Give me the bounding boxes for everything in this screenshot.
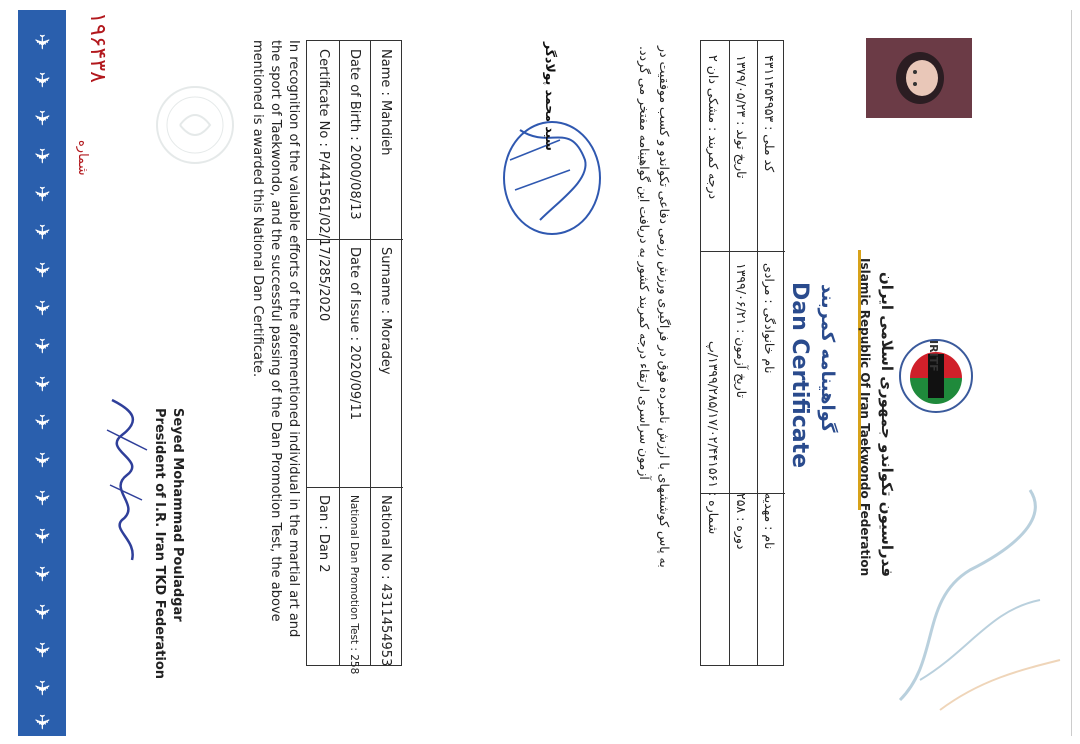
- kick-figure-icon: ✈: [30, 565, 54, 583]
- kick-figure-icon: ✈: [30, 223, 54, 241]
- kick-figure-icon: ✈: [30, 489, 54, 507]
- serial-label: شماره: [75, 140, 90, 176]
- stamp-name: سید محمد پولادگر: [543, 42, 558, 151]
- kick-figure-icon: ✈: [30, 147, 54, 165]
- title-persian: گواهینامه کمربند: [817, 284, 838, 433]
- persian-body-line-1: به پاس کوششهای با ارزش نامبرده فوق در فراگیری ورزش رزمی دفاعی تکواندو و کسب موفقیت در: [657, 46, 672, 568]
- decorative-band: [18, 10, 66, 736]
- signatory-title: President of I.R. Iran TKD Federation: [152, 408, 167, 680]
- surname-cell: Surname : Moradey: [378, 247, 393, 375]
- page-border: [64, 10, 1072, 736]
- dan-cell: Dan : Dan 2: [316, 495, 331, 573]
- kick-figure-icon: ✈: [30, 33, 54, 51]
- kick-figure-icon: ✈: [30, 185, 54, 203]
- persian-exam-date-cell: تاریخ آزمون : ۱۳۹۹/۰۶/۲۱: [734, 263, 749, 398]
- persian-rank-cell: درجه کمربند : مشکی دان ۲: [706, 55, 721, 200]
- recognition-line-2: the sport of Taekwondo, and the successful passing of the Dan Promotion Test, the above: [268, 40, 283, 622]
- logo-text: IRITF: [927, 340, 940, 372]
- title-english: Dan Certificate: [787, 282, 812, 469]
- kick-figure-icon: ✈: [30, 261, 54, 279]
- date-of-issue-cell: Date of Issue : 2020/09/11: [347, 247, 362, 421]
- promotion-test-cell: National Dan Promotion Test : 258: [348, 495, 360, 675]
- kick-figure-icon: ✈: [30, 527, 54, 545]
- kick-figure-icon: ✈: [30, 109, 54, 127]
- kick-figure-icon: ✈: [30, 641, 54, 659]
- kick-figure-icon: ✈: [30, 603, 54, 621]
- persian-course-cell: دوره : ۲۵۸: [734, 493, 749, 550]
- persian-national-code-cell: کد ملی : ۴۳۱۱۴۵۴۹۵۳: [762, 55, 777, 173]
- signatory-name: Seyed Mohammad Pouladgar: [170, 408, 185, 622]
- kick-figure-icon: ✈: [30, 375, 54, 393]
- national-no-cell: National No : 4311454953: [378, 495, 393, 667]
- dob-cell: Date of Birth : 2000/08/13: [347, 49, 362, 220]
- persian-family-cell: نام خانوادگی : مرادی: [762, 263, 777, 374]
- federation-persian: فدراسیون تکواندو جمهوری اسلامی ایران: [878, 272, 896, 578]
- persian-number-cell: شماره : ۱۳۹۹/۲۸۵/۱۷/۰۲/۴۴۱۵۶۱/پ: [706, 341, 721, 535]
- federation-english: Islamic Republic Of Iran Taekwondo Federation: [858, 258, 872, 577]
- persian-birth-date-cell: تاریخ تولد : ۱۳۷۹/۰۵/۲۳: [734, 55, 749, 179]
- persian-body-line-2: آزمون سراسری ارتقاء درجه کمربند کشور به دریافت این گواهینامه مفتخر می گردد.: [637, 46, 652, 480]
- kick-figure-icon: ✈: [30, 679, 54, 697]
- kick-figure-icon: ✈: [30, 299, 54, 317]
- kick-figure-icon: ✈: [30, 451, 54, 469]
- name-cell: Name : Mahdieh: [378, 49, 393, 156]
- persian-name-cell: نام : مهدیه: [762, 493, 777, 550]
- kick-figure-icon: ✈: [30, 71, 54, 89]
- kick-figure-icon: ✈: [30, 337, 54, 355]
- recognition-line-1: In recognition of the valuable efforts of the aforementioned individual in the martial art and: [286, 40, 301, 638]
- serial-number: ۱۹۶۴۳۸: [85, 12, 110, 83]
- kick-figure-icon: ✈: [30, 713, 54, 731]
- certificate-no-cell: Certificate No : P/441561/02/17/285/2020: [316, 49, 331, 322]
- kick-figure-icon: ✈: [30, 413, 54, 431]
- recognition-line-3: mentioned is awarded this National Dan Certificate.: [250, 40, 265, 378]
